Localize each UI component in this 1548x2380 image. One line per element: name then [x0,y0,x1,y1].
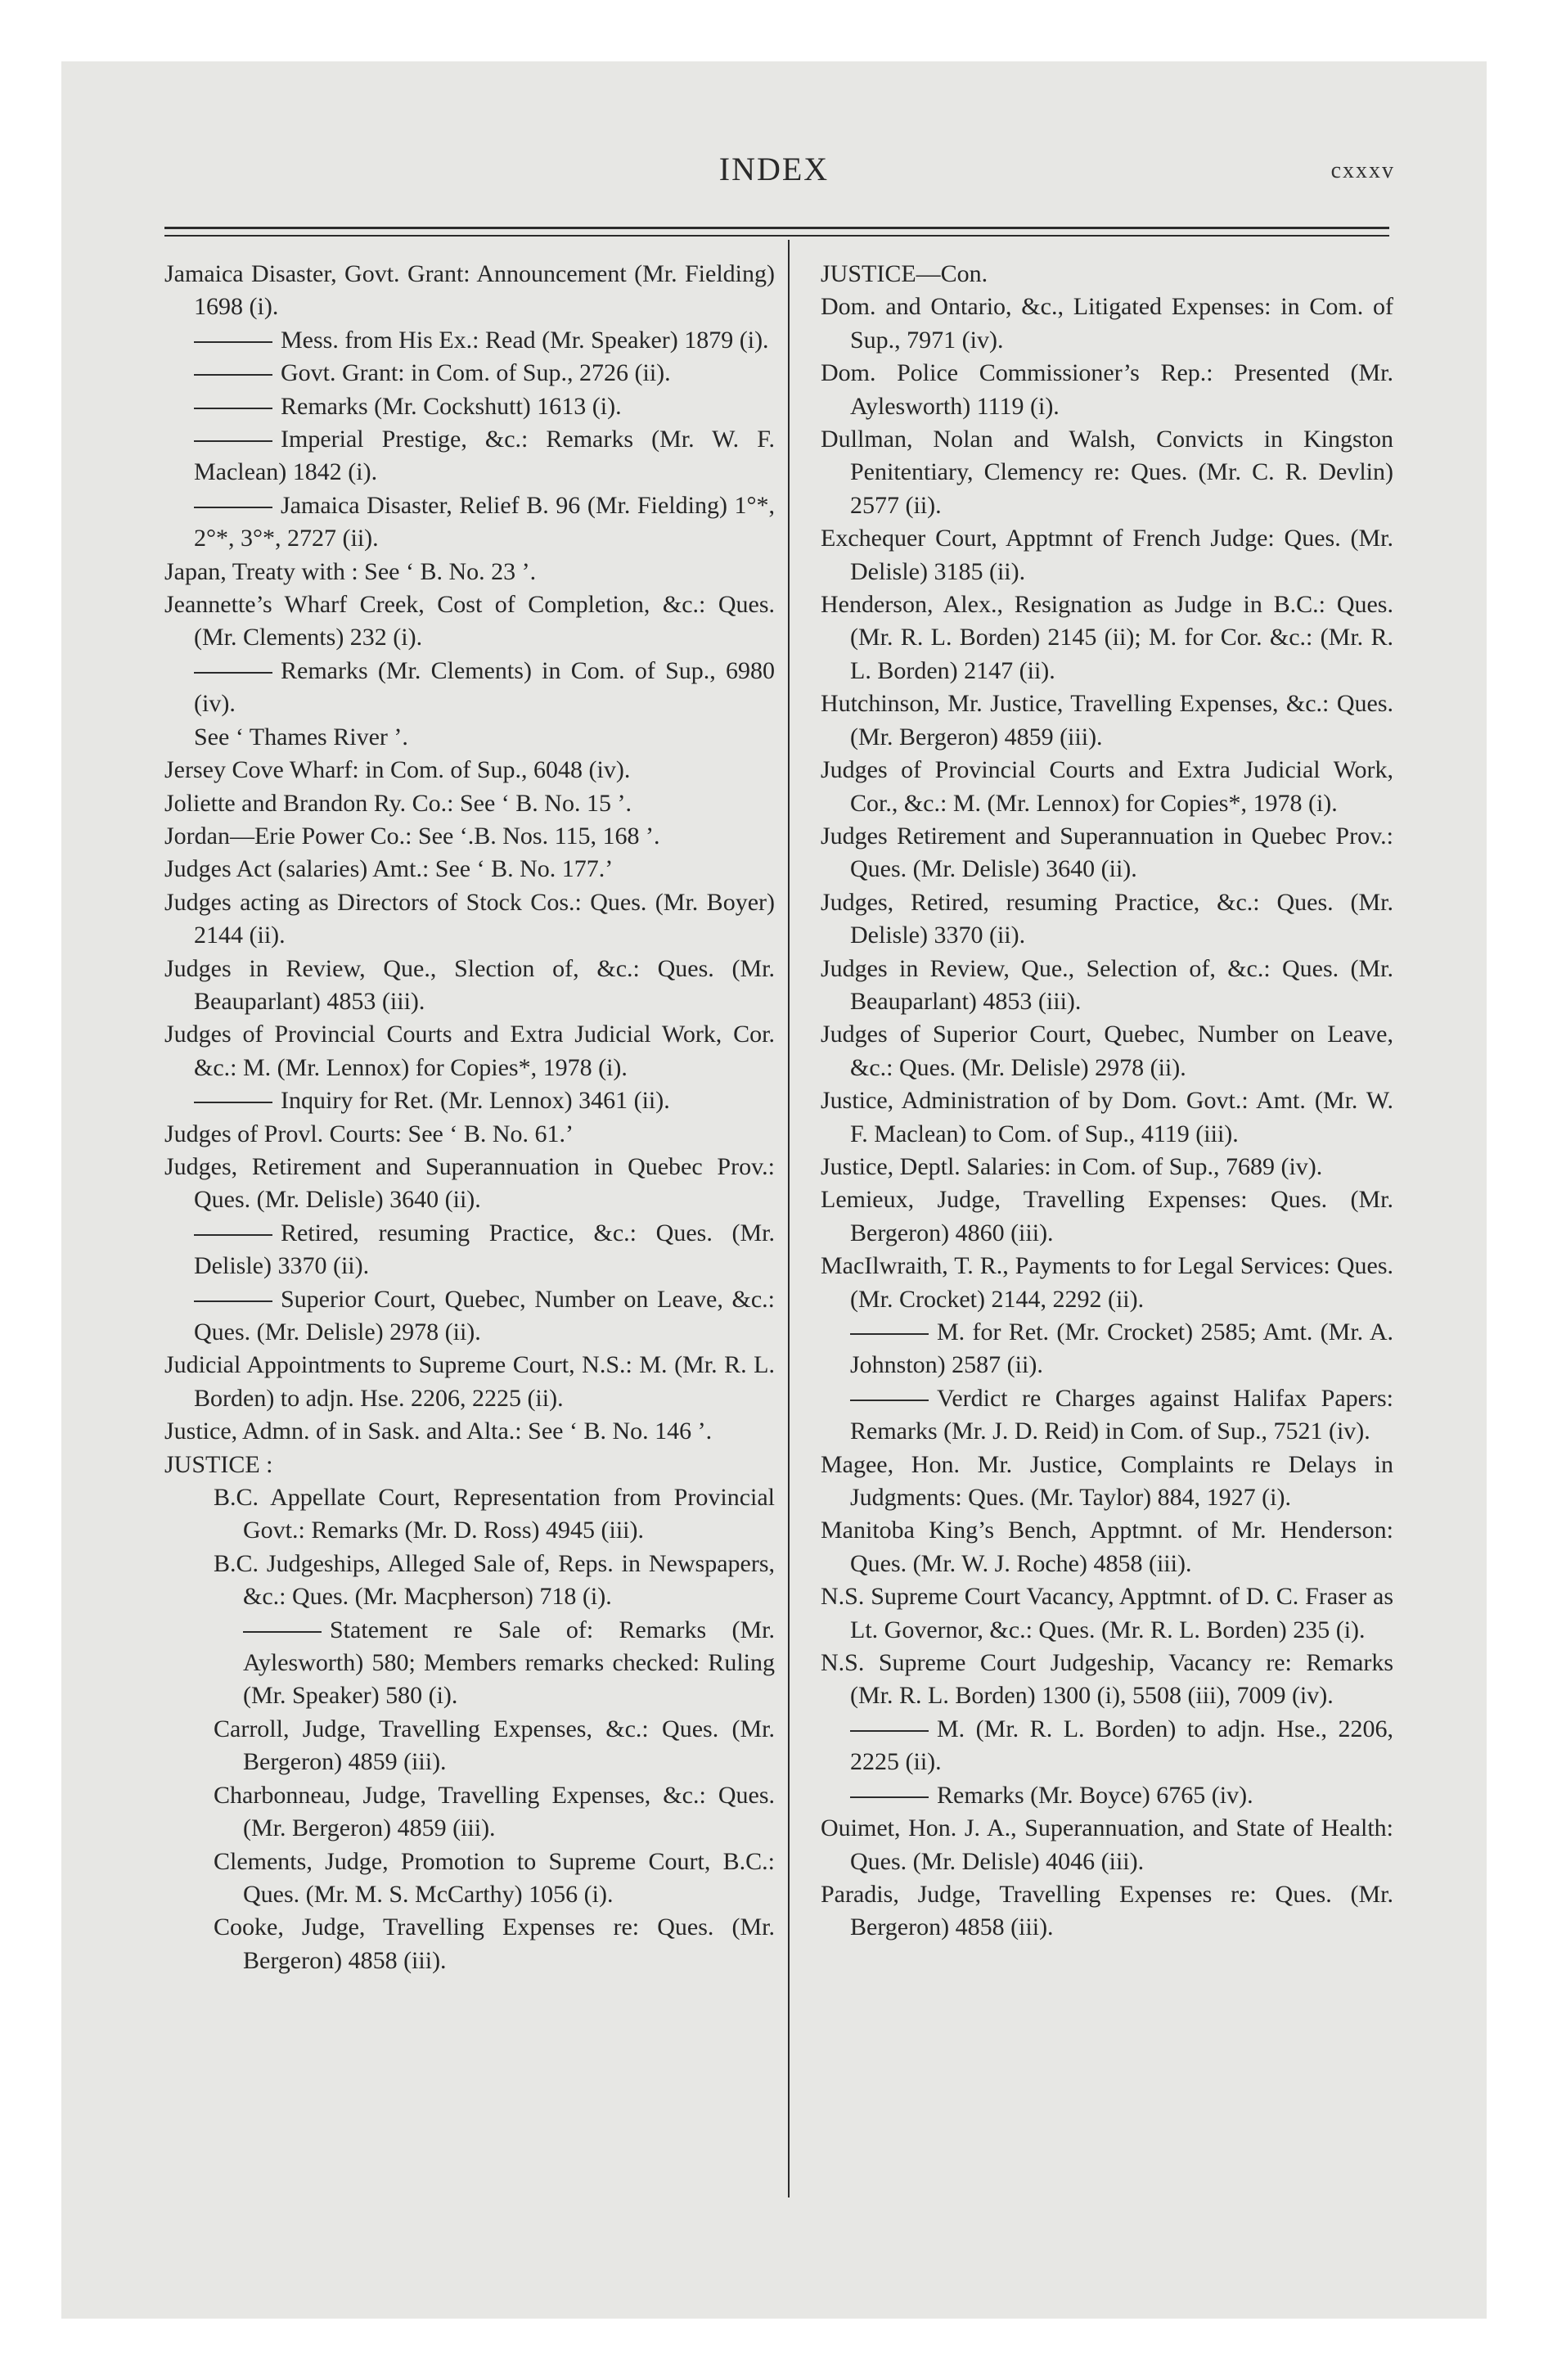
index-entry [821,1018,1393,1084]
index-entry [164,390,775,423]
index-entry [164,1614,775,1713]
index-entry [821,687,1393,754]
entry-text: Lemieux, Judge, Travelling Expenses: Ques. (Mr. Bergeron) 4860 (iii). [821,1186,1393,1246]
index-entry [821,1779,1393,1812]
entry-text: Judicial Appointments to Supreme Court, N.S.: M. (Mr. R. L. Borden) to adjn. Hse. 2206, 2225 (ii). [164,1351,775,1412]
ditto-dash [850,1400,929,1401]
entry-text: Henderson, Alex., Resignation as Judge in B.C.: Ques. (Mr. R. L. Borden) 2145 (ii); M. for Cor. &c.: (Mr. R. L. Borden) 2147 (ii). [821,591,1393,684]
entry-text: Judges of Superior Court, Quebec, Number on Leave, &c.: Ques. (Mr. Delisle) 2978 (ii). [821,1021,1393,1081]
entry-text: N.S. Supreme Court Judgeship, Vacancy re: Remarks (Mr. R. L. Borden) 1300 (i), 5508 (iii), 7009 (iv). [821,1649,1393,1710]
index-entry [164,787,775,820]
entry-text: M. for Ret. (Mr. Crocket) 2585; Amt. (Mr. A. Johnston) 2587 (ii). [850,1318,1393,1379]
index-entry [821,1514,1393,1580]
entry-text: Manitoba King’s Bench, Apptmnt. of Mr. Henderson: Ques. (Mr. W. J. Roche) 4858 (iii). [821,1517,1393,1577]
column-divider [788,240,790,2197]
entry-text: Justice, Admn. of in Sask. and Alta.: See ‘ B. No. 146 ’. [164,1418,713,1445]
index-entry [821,1316,1393,1382]
ditto-dash [194,408,272,409]
index-entry [164,1713,775,1779]
entry-text: Judges, Retired, resuming Practice, &c.: Ques. (Mr. Delisle) 3370 (ii). [821,888,1393,949]
scanned-page [61,61,1487,2319]
entry-text: Remarks (Mr. Clements) in Com. of Sup., 6980 (iv). [194,656,775,718]
ditto-dash [850,1730,929,1732]
index-entry [821,522,1393,588]
entry-text: Imperial Prestige, &c.: Remarks (Mr. W. F. Maclean) 1842 (i). [194,426,775,486]
index-entry [164,423,775,489]
index-entry [164,1018,775,1084]
index-entry [164,853,775,886]
index-entry [164,1151,775,1217]
page-title: INDEX [718,151,830,187]
index-entry [821,1647,1393,1713]
index-entry [821,1151,1393,1183]
index-entry [821,754,1393,820]
entry-text: Remarks (Mr. Cockshutt) 1613 (i). [281,392,622,420]
entry-text: Jordan—Erie Power Co.: See ‘.B. Nos. 115, 168 ’. [164,822,660,850]
header-rule-top [164,227,1389,229]
entry-text: Exchequer Court, Apptmnt of French Judge: Ques. (Mr. Delisle) 3185 (ii). [821,525,1393,585]
entry-text: Jamaica Disaster, Relief B. 96 (Mr. Fielding) 1°*, 2°*, 3°*, 2727 (ii). [194,491,775,552]
index-entry [821,1183,1393,1250]
index-entry [821,588,1393,687]
entry-text: Justice, Administration of by Dom. Govt.: Amt. (Mr. W. F. Maclean) to Com. of Sup., 4119 (iii). [821,1087,1393,1147]
entry-text: Judges Retirement and Superannuation in Quebec Prov.: Ques. (Mr. Delisle) 3640 (ii). [821,822,1393,883]
entry-text: Judges of Provincial Courts and Extra Judicial Work, Cor. &c.: M. (Mr. Lennox) for Copies*, 1978 (i). [164,1021,775,1081]
entry-text: M. (Mr. R. L. Borden) to adjn. Hse., 2206, 2225 (ii). [850,1715,1393,1776]
ditto-dash [194,1102,272,1103]
entry-text: B.C. Appellate Court, Representation from Provincial Govt.: Remarks (Mr. D. Ross) 4945 (iii). [214,1484,775,1544]
index-entry [821,1084,1393,1151]
entry-text: Joliette and Brandon Ry. Co.: See ‘ B. No. 15 ’. [164,789,632,817]
index-entry [821,1382,1393,1449]
entry-text: Jamaica Disaster, Govt. Grant: Announcement (Mr. Fielding) 1698 (i). [164,260,775,321]
entry-text: Magee, Hon. Mr. Justice, Complaints re Delays in Judgments: Ques. (Mr. Taylor) 884, 1927 (i). [821,1450,1393,1512]
index-entry [821,820,1393,886]
entry-text: MacIlwraith, T. R., Payments to for Legal Services: Ques. (Mr. Crocket) 2144, 2292 (ii). [821,1252,1393,1313]
index-entry [164,754,775,787]
ditto-dash [194,374,272,376]
index-entry [164,357,775,390]
index-entry [164,1349,775,1415]
page-number: cxxxv [1330,158,1395,183]
ditto-dash [194,1300,272,1302]
ditto-dash [194,1234,272,1236]
entry-text: Inquiry for Ret. (Mr. Lennox) 3461 (ii). [281,1087,670,1115]
ditto-dash [850,1333,929,1335]
index-entry [164,1449,775,1481]
index-entry [821,1713,1393,1779]
index-entry [821,423,1393,522]
index-entry [821,291,1393,357]
index-entry [164,886,775,953]
index-entry [821,1878,1393,1945]
left-column [164,258,775,1977]
ditto-dash [243,1631,322,1633]
entry-text: Statement re Sale of: Remarks (Mr. Aylesworth) 580; Members remarks checked: Ruling (Mr. Speaker) 580 (i). [243,1616,775,1710]
ditto-dash [194,507,272,508]
entry-text: Paradis, Judge, Travelling Expenses re: Ques. (Mr. Bergeron) 4858 (iii). [821,1880,1393,1941]
entry-text: Clements, Judge, Promotion to Supreme Court, B.C.: Ques. (Mr. M. S. McCarthy) 1056 (i). [214,1847,775,1908]
index-entry [164,324,775,357]
entry-text: Dullman, Nolan and Walsh, Convicts in Kingston Penitentiary, Clemency re: Ques. (Mr. C. R. Devlin) 2577 (ii). [821,426,1393,519]
index-entry [164,1911,775,1977]
entry-text: Superior Court, Quebec, Number on Leave, &c.: Ques. (Mr. Delisle) 2978 (ii). [194,1285,775,1346]
entry-text: B.C. Judgeships, Alleged Sale of, Reps. in Newspapers, &c.: Ques. (Mr. Macpherson) 718 (i). [214,1549,775,1611]
index-entry [821,1250,1393,1316]
header-rule-bottom [164,235,1389,237]
entry-text: JUSTICE—Con. [821,260,988,287]
index-entry [164,489,775,556]
entry-text: Retired, resuming Practice, &c.: Ques. (Mr. Delisle) 3370 (ii). [194,1219,775,1280]
index-entry [164,1084,775,1117]
index-entry [821,1812,1393,1878]
index-entry [821,1449,1393,1515]
ditto-dash [194,672,272,674]
index-entry [821,1580,1393,1647]
index-entry [164,1283,775,1350]
index-entry [821,258,1393,291]
index-entry [164,1481,775,1548]
index-entry [164,820,775,853]
index-entry [164,1846,775,1912]
right-column [821,258,1393,1945]
index-entry [164,556,775,588]
entry-text: JUSTICE : [164,1450,273,1478]
entry-text: Judges of Provincial Courts and Extra Judicial Work, Cor., &c.: M. (Mr. Lennox) for Copies*, 1978 (i). [821,756,1393,817]
entry-text: Cooke, Judge, Travelling Expenses re: Ques. (Mr. Bergeron) 4858 (iii). [214,1913,775,1974]
index-entry [164,1779,775,1846]
index-entry [164,258,775,324]
index-entry [164,1118,775,1151]
ditto-dash [850,1796,929,1798]
entry-text: Judges, Retirement and Superannuation in Quebec Prov.: Ques. (Mr. Delisle) 3640 (ii). [164,1152,775,1214]
entry-text: Ouimet, Hon. J. A., Superannuation, and State of Health: Ques. (Mr. Delisle) 4046 (iii). [821,1814,1393,1875]
entry-text: Judges in Review, Que., Slection of, &c.: Ques. (Mr. Beauparlant) 4853 (iii). [164,954,775,1015]
entry-text: N.S. Supreme Court Vacancy, Apptmnt. of D. C. Fraser as Lt. Governor, &c.: Ques. (Mr. R. L. Borden) 235 (i). [821,1583,1393,1643]
entry-text: Jeannette’s Wharf Creek, Cost of Completion, &c.: Ques. (Mr. Clements) 232 (i). [164,591,775,651]
index-entry [164,1415,775,1448]
index-entry [164,588,775,655]
entry-text: Justice, Deptl. Salaries: in Com. of Sup., 7689 (iv). [821,1152,1323,1180]
entry-text: Mess. from His Ex.: Read (Mr. Speaker) 1879 (i). [281,326,769,354]
entry-text: See ‘ Thames River ’. [194,723,408,751]
entry-text: Hutchinson, Mr. Justice, Travelling Expenses, &c.: Ques. (Mr. Bergeron) 4859 (iii). [821,690,1393,751]
entry-text: Judges of Provl. Courts: See ‘ B. No. 61.’ [164,1120,574,1147]
entry-text: Judges Act (salaries) Amt.: See ‘ B. No. 177.’ [164,855,614,883]
index-entry [821,953,1393,1019]
entry-text: Charbonneau, Judge, Travelling Expenses, &c.: Ques. (Mr. Bergeron) 4859 (iii). [214,1781,775,1842]
entry-text: Remarks (Mr. Boyce) 6765 (iv). [937,1781,1253,1809]
entry-text: Verdict re Charges against Halifax Papers: Remarks (Mr. J. D. Reid) in Com. of Sup., 7521 (iv). [850,1384,1393,1445]
entry-text: Judges acting as Directors of Stock Cos.: Ques. (Mr. Boyer) 2144 (ii). [164,888,775,949]
entry-text: Govt. Grant: in Com. of Sup., 2726 (ii). [281,359,671,387]
entry-text: Dom. and Ontario, &c., Litigated Expenses: in Com. of Sup., 7971 (iv). [821,293,1393,354]
running-head [61,150,1487,199]
index-entry [164,1548,775,1614]
entry-text: Carroll, Judge, Travelling Expenses, &c.: Ques. (Mr. Bergeron) 4859 (iii). [214,1715,775,1776]
index-entry [164,953,775,1019]
ditto-dash [194,341,272,343]
index-entry [164,721,775,754]
entry-text: Dom. Police Commissioner’s Rep.: Presented (Mr. Aylesworth) 1119 (i). [821,359,1393,420]
index-entry [164,655,775,721]
index-entry [821,357,1393,423]
index-entry [821,886,1393,953]
index-entry [164,1217,775,1283]
entry-text: Jersey Cove Wharf: in Com. of Sup., 6048 (iv). [164,756,631,784]
ditto-dash [194,440,272,442]
entry-text: Judges in Review, Que., Selection of, &c.: Ques. (Mr. Beauparlant) 4853 (iii). [821,954,1393,1015]
entry-text: Japan, Treaty with : See ‘ B. No. 23 ’. [164,557,537,585]
